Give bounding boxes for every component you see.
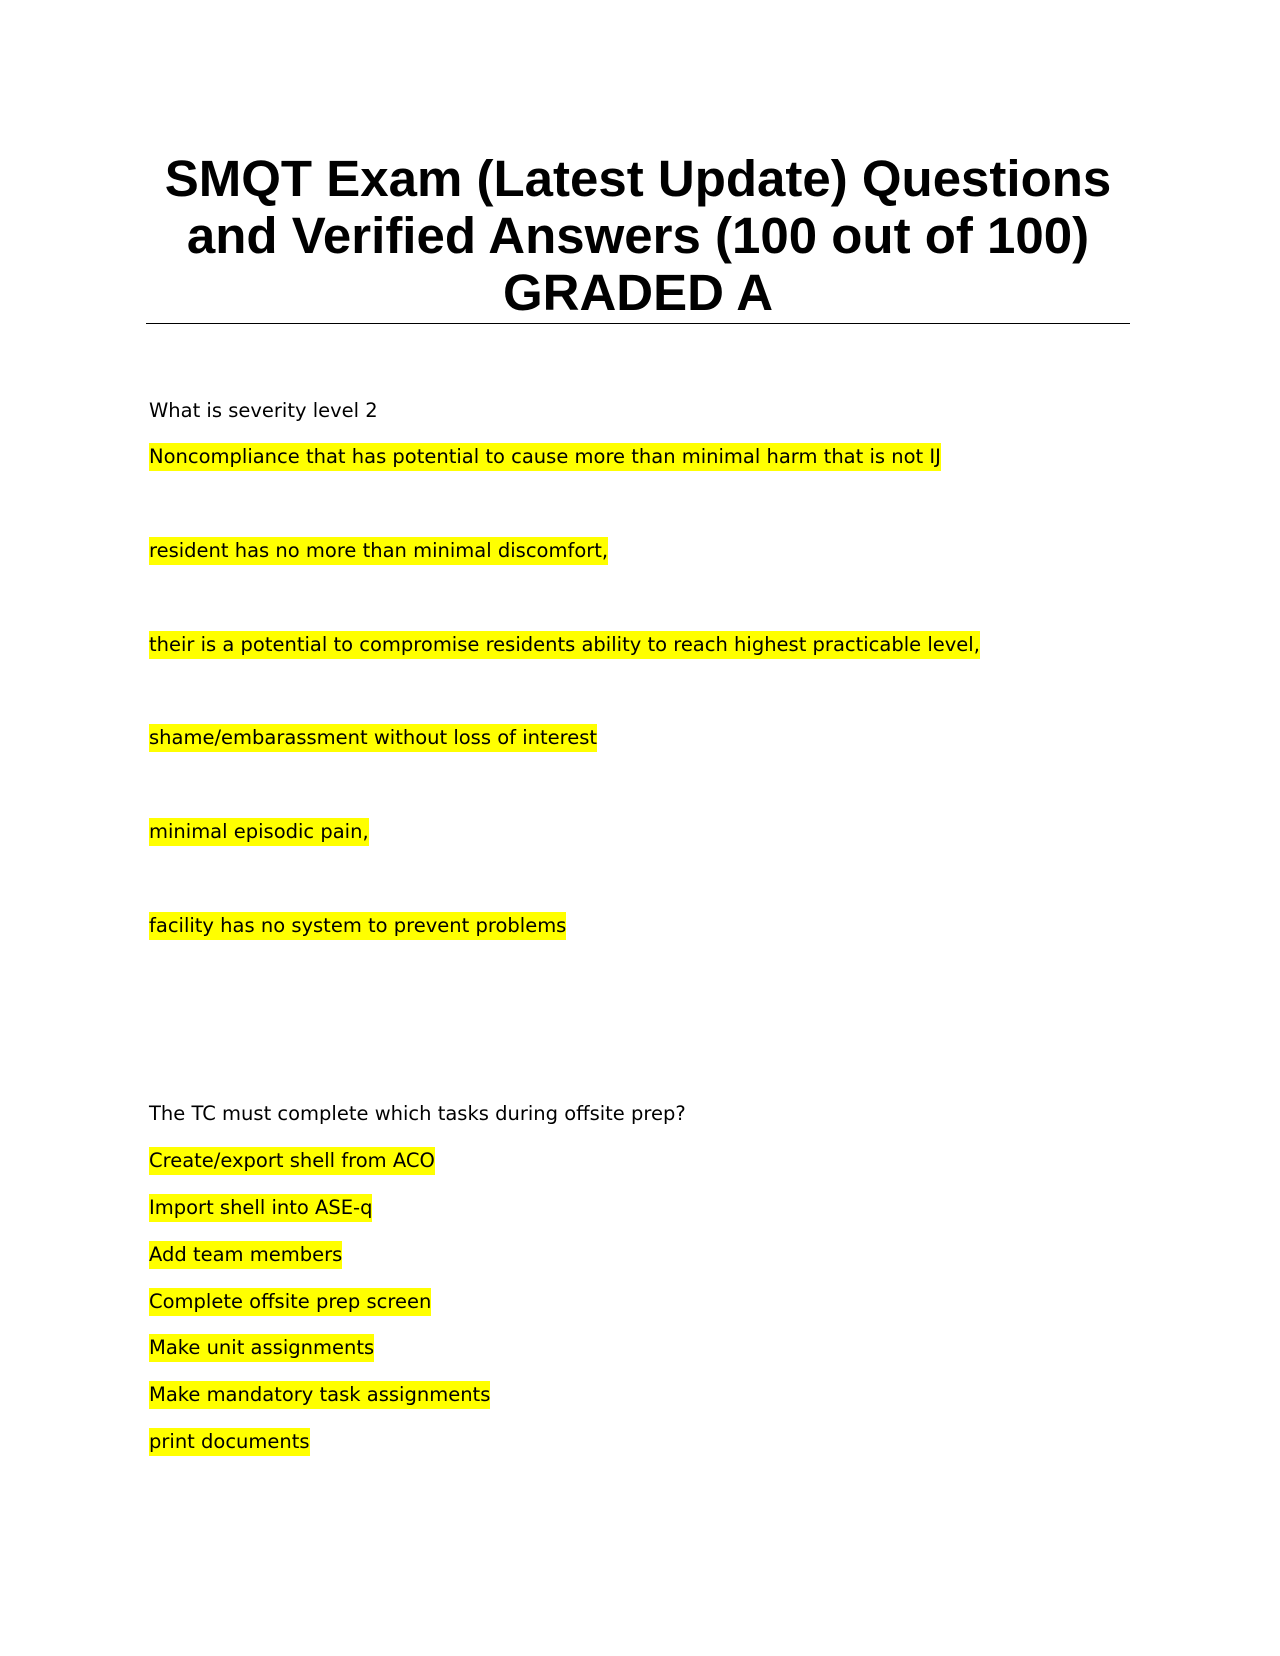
question-text: What is severity level 2 [149, 399, 378, 422]
answer-line [149, 538, 608, 564]
answer-line [149, 1289, 431, 1315]
highlighted-answer: Make unit assignments [149, 1334, 374, 1362]
highlighted-answer: Add team members [149, 1241, 342, 1269]
title-line: and Verified Answers (100 out of 100) [186, 207, 1090, 264]
answer-line [149, 1429, 310, 1455]
answer-line [149, 1148, 435, 1174]
highlighted-answer: shame/embarassment without loss of interest [149, 724, 597, 752]
document-title [146, 150, 1130, 321]
highlighted-answer: Create/export shell from ACO [149, 1147, 435, 1175]
question-text: The TC must complete which tasks during offsite prep? [149, 1102, 686, 1125]
highlighted-answer: Import shell into ASE-q [149, 1194, 372, 1222]
highlighted-answer: minimal episodic pain, [149, 818, 369, 846]
title-line: SMQT Exam (Latest Update) Questions [164, 150, 1112, 207]
answer-line [149, 1242, 342, 1268]
answer-line [149, 1335, 374, 1361]
title-divider [146, 323, 1130, 324]
highlighted-answer: resident has no more than minimal discomfort, [149, 537, 608, 565]
highlighted-answer: facility has no system to prevent problems [149, 912, 566, 940]
highlighted-answer: Noncompliance that has potential to cause more than minimal harm that is not IJ [149, 443, 941, 471]
answer-line [149, 1195, 372, 1221]
answer-line [149, 819, 369, 845]
highlighted-answer: their is a potential to compromise residents ability to reach highest practicable level, [149, 631, 980, 659]
highlighted-answer: Make mandatory task assignments [149, 1381, 490, 1409]
answer-line [149, 444, 941, 470]
answer-line [149, 913, 566, 939]
answer-line [149, 1382, 490, 1408]
title-line: GRADED A [502, 264, 774, 321]
answer-line [149, 632, 980, 658]
answer-line [149, 725, 597, 751]
highlighted-answer: print documents [149, 1428, 310, 1456]
highlighted-answer: Complete offsite prep screen [149, 1288, 431, 1316]
